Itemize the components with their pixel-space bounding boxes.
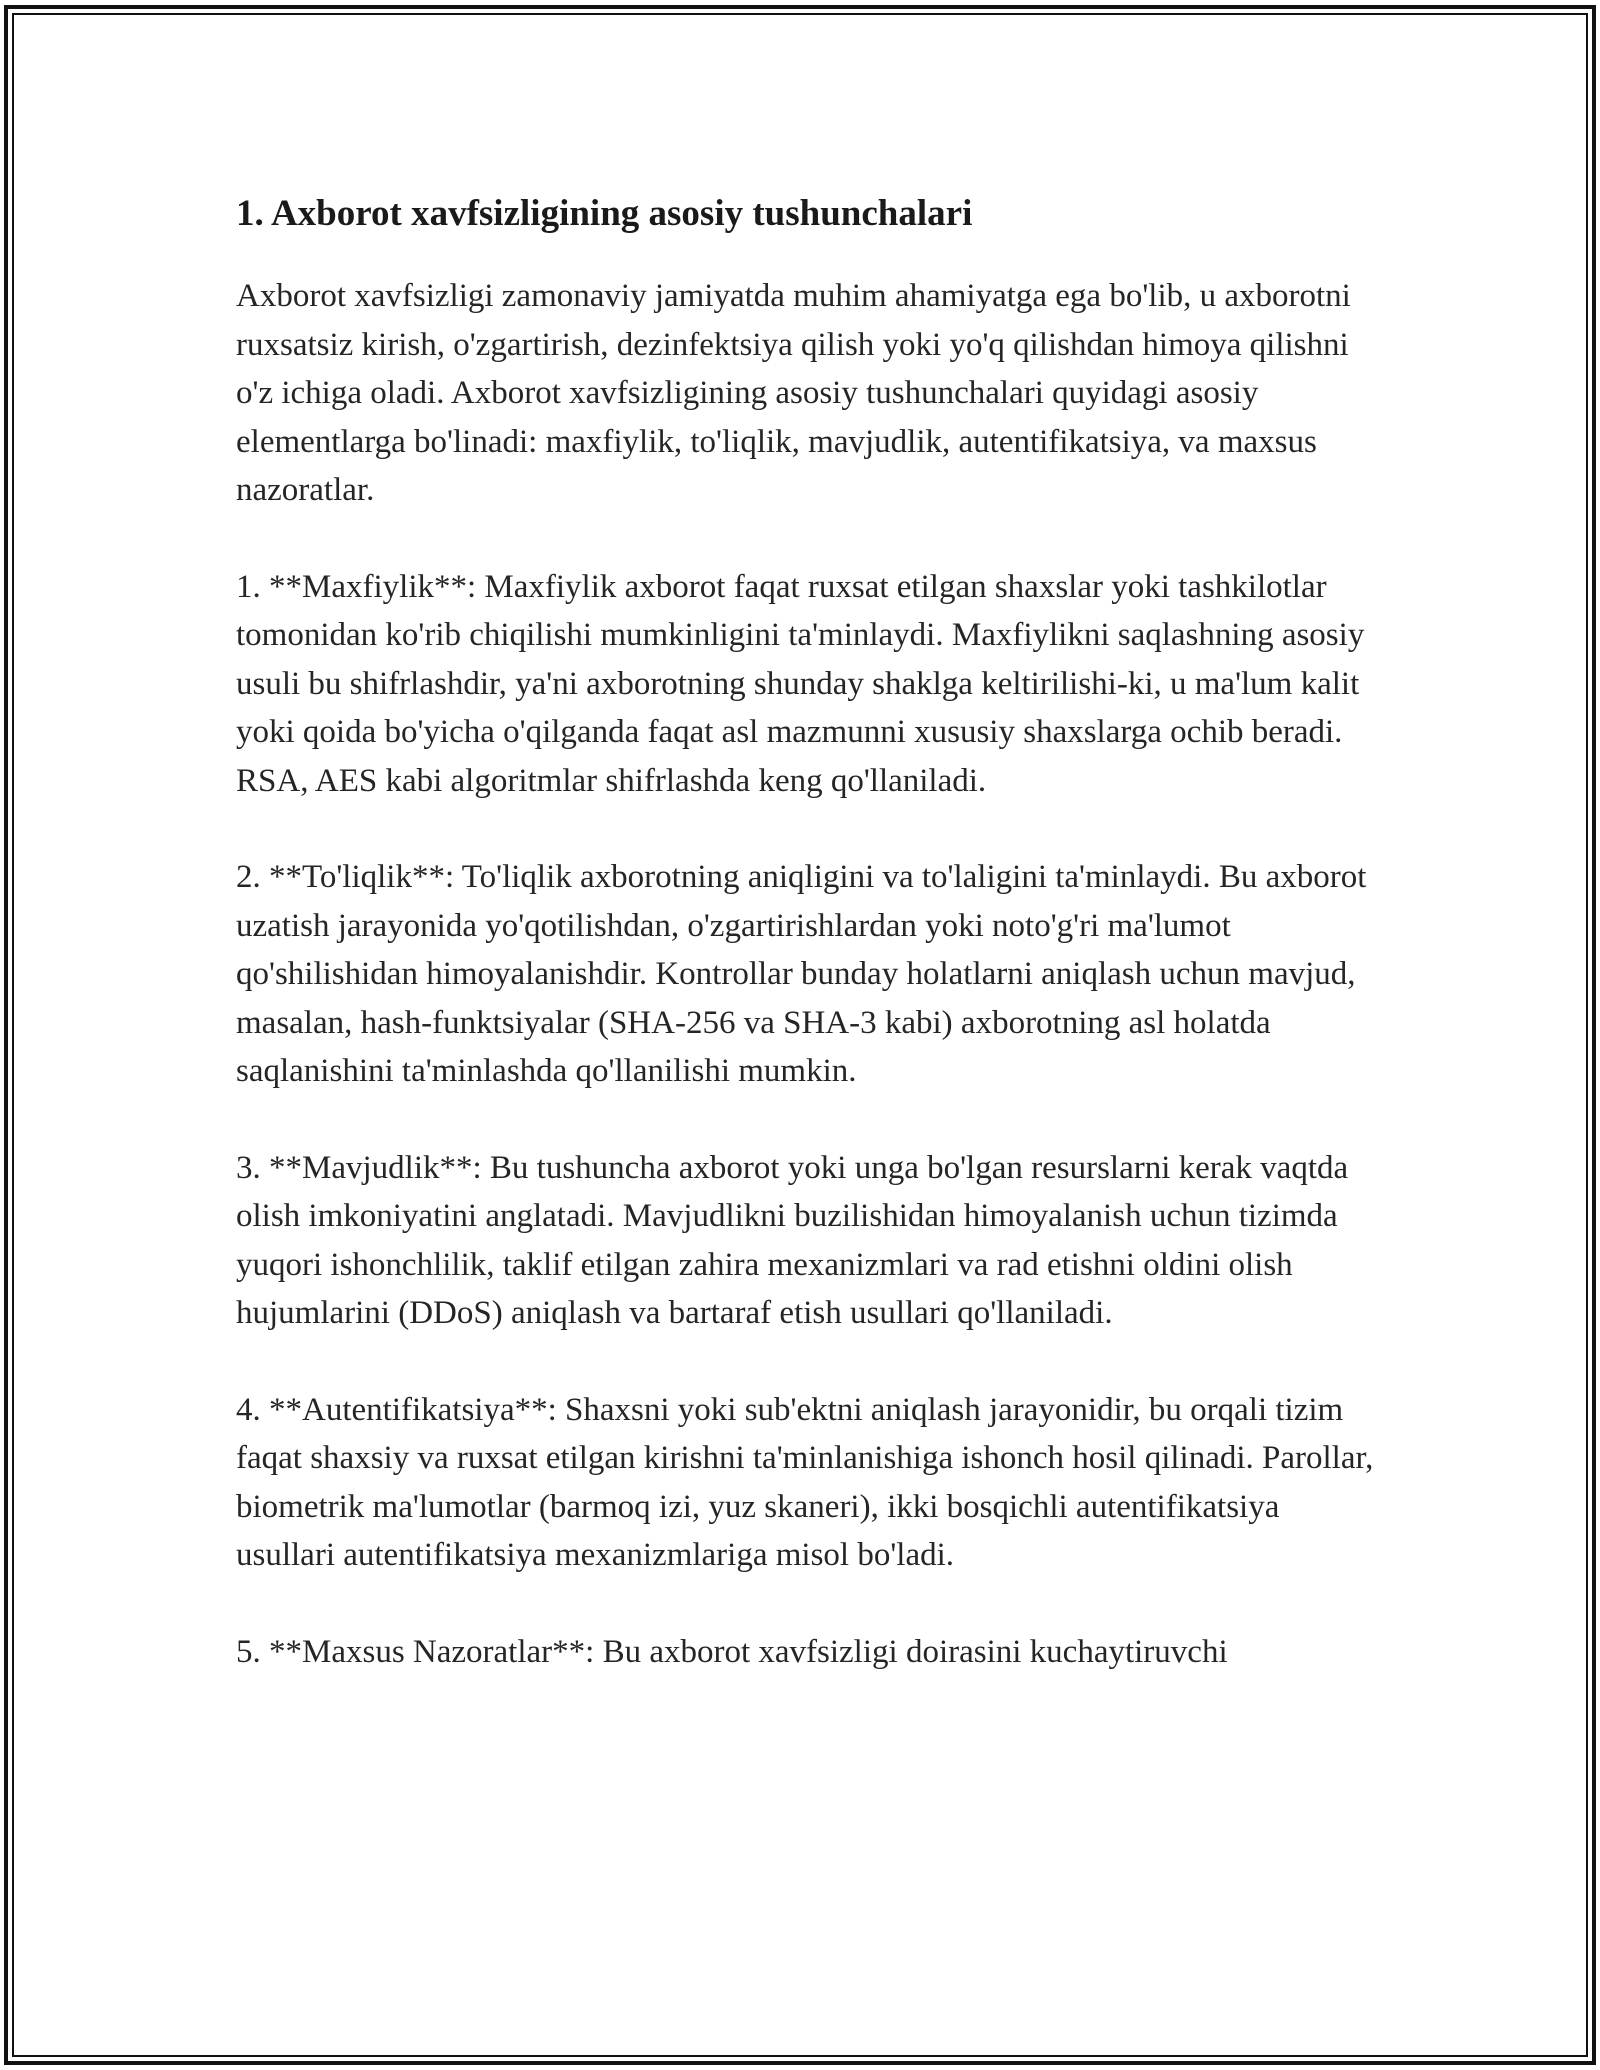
paragraph-maxfiylik: 1. **Maxfiylik**: Maxfiylik axborot faqat ruxsat etilgan shaxslar yoki tashkilotlar tomonidan ko'rib chiqilishi mumkinligini ta'minlaydi. Maxfiylikni saqlashning asosiy usuli bu shifrlashdir, ya'ni axborotning shunday shaklga keltirilishi-ki, u ma'lum kalit yoki qoida bo'yicha o'qilganda faqat asl mazmunni xususiy shaxslarga ochib beradi. RSA, AES kabi algoritmlar shifrlashda keng qo'llaniladi. <box>236 568 1365 799</box>
paragraph-toliqlik: 2. **To'liqlik**: To'liqlik axborotning aniqligini va to'laligini ta'minlaydi. Bu axborot uzatish jarayonida yo'qotilishdan, o'zgartirishlardan yoki noto'g'ri ma'lumot qo'shilishidan himoyalanishdir. Kontrollar bunday holatlarni aniqlash uchun mavjud, masalan, hash-funktsiyalar (SHA-256 va SHA-3 kabi) axborotning asl holatda saqlanishini ta'minlashda qo'llanilishi mumkin. <box>236 859 1367 1089</box>
document-body <box>236 186 1376 1724</box>
paragraph-maxsus-nazoratlar: 5. **Maxsus Nazoratlar**: Bu axborot xavfsizligi doirasini kuchaytiruvchi <box>236 1633 1228 1670</box>
paragraph-mavjudlik: 3. **Mavjudlik**: Bu tushuncha axborot yoki unga bo'lgan resurslarni kerak vaqtda olish imkoniyatini anglatadi. Mavjudlikni buzilishidan himoyalanish uchun tizimda yuqori ishonchlilik, taklif etilgan zahira mexanizmlari va rad etishni oldini olish hujumlarini (DDoS) aniqlash va bartaraf etish usullari qo'llaniladi. <box>236 1149 1349 1331</box>
section-heading: 1. Axborot xavfsizligining asosiy tushunchalari <box>236 193 973 234</box>
paragraph-autentifikatsiya: 4. **Autentifikatsiya**: Shaxsni yoki sub'ektni aniqlash jarayonidir, bu orqali tizim faqat shaxsiy va ruxsat etilgan kirishni ta'minlanishiga ishonch hosil qilinadi. Parollar, biometrik ma'lumotlar (barmoq izi, yuz skaneri), ikki bosqichli autentifikatsiya usullari autentifikatsiya mexanizmlariga misol bo'ladi. <box>236 1391 1374 1573</box>
paragraph-intro: Axborot xavfsizligi zamonaviy jamiyatda muhim ahamiyatga ega bo'lib, u axborotni ruxsatsiz kirish, o'zgartirish, dezinfektsiya qilish yoki yo'q qilishdan himoya qilishni o'z ichiga oladi. Axborot xavfsizligining asosiy tushunchalari quyidagi asosiy elementlarga bo'linadi: maxfiylik, to'liqlik, mavjudlik, autentifikatsiya, va maxsus nazoratlar. <box>236 278 1351 508</box>
